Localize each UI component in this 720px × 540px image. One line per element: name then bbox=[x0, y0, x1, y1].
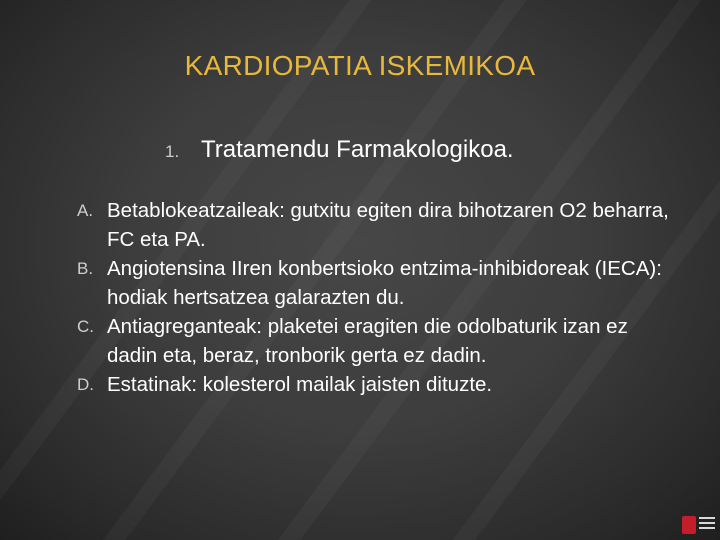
list-item bbox=[0, 196, 680, 254]
list-item-text: Betablokeatzaileak: gutxitu egiten dira bihotzaren O2 beharra, FC eta PA. bbox=[107, 199, 669, 251]
list-marker: A. bbox=[77, 201, 94, 220]
subtitle-number: 1. bbox=[165, 142, 180, 161]
list-marker: B. bbox=[77, 259, 94, 278]
list-item bbox=[0, 254, 680, 312]
logo-badge bbox=[682, 516, 696, 534]
list-marker: D. bbox=[77, 375, 94, 394]
list-item-text: Angiotensina IIren konbertsioko entzima-inhibidoreak (IECA): hodiak hertsatzea galarazten du. bbox=[107, 257, 662, 309]
slide-title: KARDIOPATIA ISKEMIKOA bbox=[184, 50, 536, 81]
subtitle bbox=[165, 136, 514, 164]
subtitle-text: Tratamendu Farmakologikoa. bbox=[201, 136, 514, 163]
list-item-text: Estatinak: kolesterol mailak jaisten dituzte. bbox=[107, 373, 493, 396]
bullet-list bbox=[0, 196, 680, 399]
list-marker: C. bbox=[77, 317, 94, 336]
list-item bbox=[0, 312, 680, 370]
logo-lines bbox=[699, 517, 715, 533]
corner-logo-icon bbox=[682, 514, 716, 538]
list-item-text: Antiagreganteak: plaketei eragiten die odolbaturik izan ez dadin eta, beraz, tronborik gerta ez dadin. bbox=[107, 315, 628, 367]
list-item bbox=[0, 370, 680, 399]
